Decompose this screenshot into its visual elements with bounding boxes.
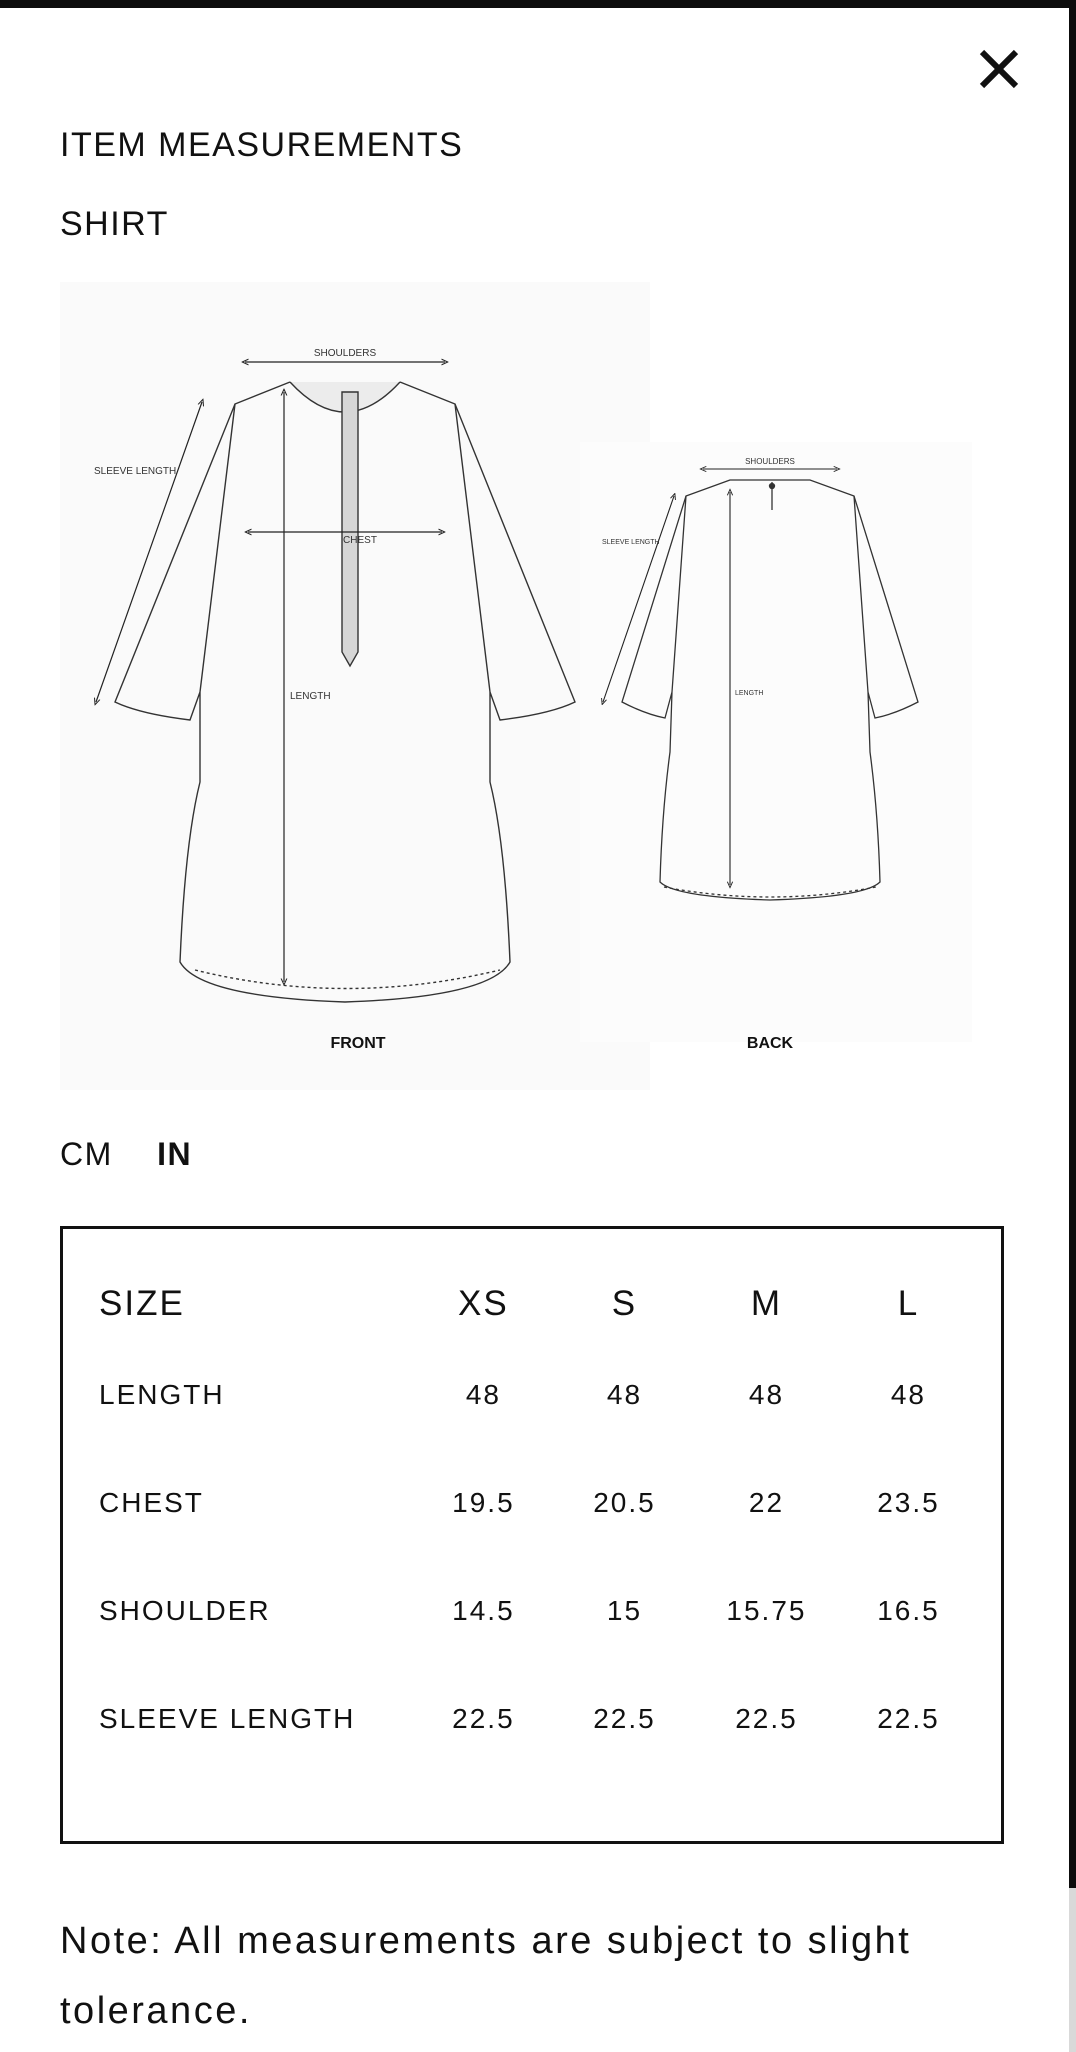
front-shoulders-label: SHOULDERS [313, 348, 377, 359]
close-button[interactable] [974, 44, 1024, 94]
table-cell: 22 [748, 1487, 785, 1518]
unit-cm-option[interactable]: CM [60, 1136, 113, 1172]
unit-in-option[interactable]: IN [157, 1136, 193, 1172]
front-length-label: LENGTH [290, 691, 331, 702]
scrollbar-thumb[interactable] [1069, 1888, 1076, 2052]
top-border [0, 0, 1076, 8]
table-cell: 20.5 [593, 1487, 656, 1518]
header-m: M [750, 1284, 783, 1323]
header-size: SIZE [99, 1284, 185, 1323]
header-l: L [897, 1284, 920, 1323]
tolerance-note: Note: All measurements are subject to slight tolerance. [60, 1920, 912, 2032]
table-cell: 22.5 [593, 1703, 656, 1734]
table-cell: 15 [606, 1595, 643, 1626]
table-cell: 15.75 [726, 1595, 807, 1626]
unit-toggle [60, 1136, 226, 1173]
table-cell: 22.5 [735, 1703, 798, 1734]
back-caption: BACK [746, 1035, 794, 1052]
header-xs: XS [458, 1284, 509, 1323]
back-sleeve-length-label: SLEEVE LENGTH [602, 539, 660, 546]
garment-name: SHIRT [60, 205, 169, 243]
row-label: LENGTH [99, 1379, 225, 1410]
measurement-diagram [60, 282, 974, 1090]
table-cell: 16.5 [877, 1595, 940, 1626]
row-label: SLEEVE LENGTH [99, 1703, 356, 1734]
scrollbar-track[interactable] [1069, 0, 1076, 2052]
row-label: SHOULDER [99, 1595, 271, 1626]
modal-title: ITEM MEASUREMENTS [60, 126, 464, 164]
table-cell: 22.5 [877, 1703, 940, 1734]
table-cell: 48 [465, 1379, 501, 1410]
table-cell: 48 [748, 1379, 785, 1410]
back-shoulders-label: SHOULDERS [745, 457, 795, 466]
table-row [99, 1665, 979, 1773]
size-chart [60, 1226, 1004, 1844]
table-header-row [99, 1267, 979, 1341]
close-icon [974, 44, 1024, 94]
table-row [99, 1449, 979, 1557]
table-cell: 14.5 [452, 1595, 515, 1626]
row-label: CHEST [99, 1487, 204, 1518]
table-row [99, 1557, 979, 1665]
front-sleeve-length-label: SLEEVE LENGTH [94, 466, 177, 477]
back-length-label: LENGTH [735, 690, 764, 697]
front-chest-label: CHEST [343, 535, 377, 546]
table-cell: 22.5 [452, 1703, 515, 1734]
table-cell: 23.5 [877, 1487, 940, 1518]
header-s: S [611, 1284, 638, 1323]
size-table [99, 1267, 979, 1773]
table-row [99, 1341, 979, 1449]
table-cell: 19.5 [452, 1487, 515, 1518]
table-cell: 48 [606, 1379, 643, 1410]
table-cell: 48 [890, 1379, 927, 1410]
front-caption: FRONT [330, 1035, 386, 1052]
